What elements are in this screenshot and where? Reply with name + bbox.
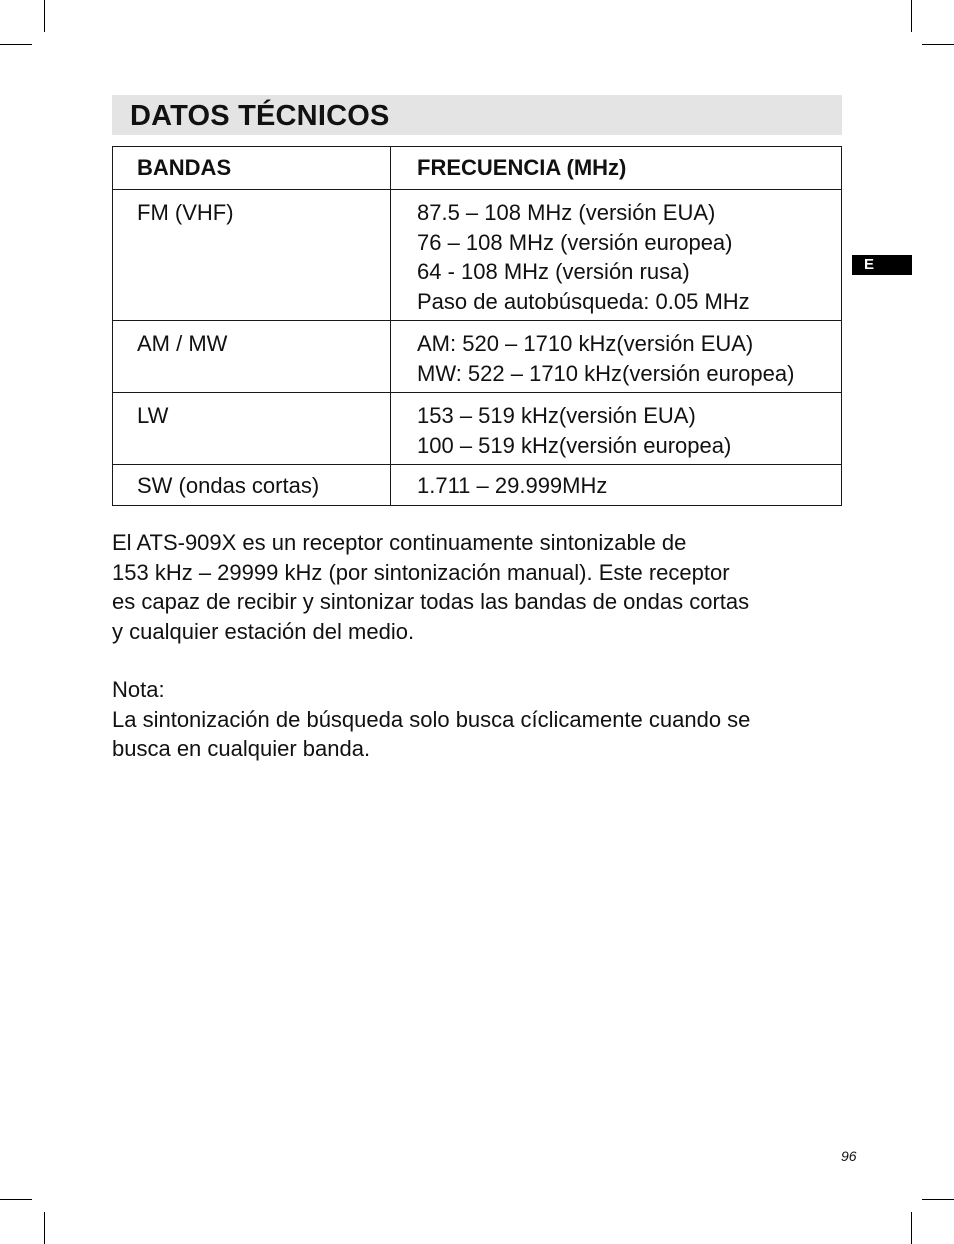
frequency-line: MW: 522 – 1710 kHz(versión europea) (417, 360, 795, 386)
table-row (113, 190, 842, 321)
description-line: 153 kHz – 29999 kHz (por sintonización manual). Este receptor (112, 559, 730, 585)
spec-table (112, 146, 842, 506)
crop-mark-bottom-left-horizontal (0, 1199, 32, 1200)
band-cell: LW (113, 393, 391, 465)
frequency-line: Paso de autobúsqueda: 0.05 MHz (417, 288, 750, 314)
frequency-cell (391, 465, 842, 506)
frequency-line: 1.711 – 29.999MHz (417, 473, 608, 498)
description-line: El ATS-909X es un receptor continuamente sintonizable de (112, 530, 687, 555)
language-tab (852, 255, 912, 275)
frequency-line: 76 – 108 MHz (versión europea) (417, 229, 733, 255)
note-line: busca en cualquier banda. (112, 736, 371, 761)
spec-table-header-row (113, 147, 842, 190)
frequency-line: 64 - 108 MHz (versión rusa) (417, 259, 690, 284)
table-row (113, 393, 842, 465)
frequency-line: 87.5 – 108 MHz (versión EUA) (417, 200, 716, 225)
section-title-bar (112, 95, 842, 135)
crop-mark-bottom-right-vertical (911, 1212, 912, 1244)
language-tab-label: E (864, 256, 875, 273)
band-cell: FM (VHF) (113, 190, 391, 321)
crop-mark-top-left-horizontal (0, 44, 32, 45)
description-line: y cualquier estación del medio. (112, 618, 415, 644)
crop-mark-bottom-left-vertical (44, 1212, 45, 1244)
band-cell: SW (ondas cortas) (113, 465, 391, 506)
note-line: La sintonización de búsqueda solo busca cíclicamente cuando se (112, 706, 751, 732)
note-block (112, 675, 852, 764)
band-cell: AM / MW (113, 321, 391, 393)
frequency-cell (391, 321, 842, 393)
description-paragraph (112, 528, 852, 646)
frequency-line: 100 – 519 kHz(versión europea) (417, 432, 732, 458)
page-number: 96 (841, 1148, 857, 1164)
frequency-cell (391, 190, 842, 321)
frequency-cell (391, 393, 842, 465)
frequency-line: 153 – 519 kHz(versión EUA) (417, 403, 696, 428)
crop-mark-bottom-right-horizontal (922, 1199, 954, 1200)
table-row (113, 465, 842, 506)
section-title: DATOS TÉCNICOS (130, 100, 390, 132)
header-bands: BANDAS (113, 147, 391, 190)
header-frequency: FRECUENCIA (MHz) (391, 147, 842, 190)
table-row (113, 321, 842, 393)
crop-mark-top-right-horizontal (922, 44, 954, 45)
frequency-line: AM: 520 – 1710 kHz(versión EUA) (417, 331, 754, 356)
description-line: es capaz de recibir y sintonizar todas las bandas de ondas cortas (112, 589, 750, 614)
note-label: Nota: (112, 677, 165, 702)
crop-mark-top-right-vertical (911, 0, 912, 32)
crop-mark-top-left-vertical (44, 0, 45, 32)
